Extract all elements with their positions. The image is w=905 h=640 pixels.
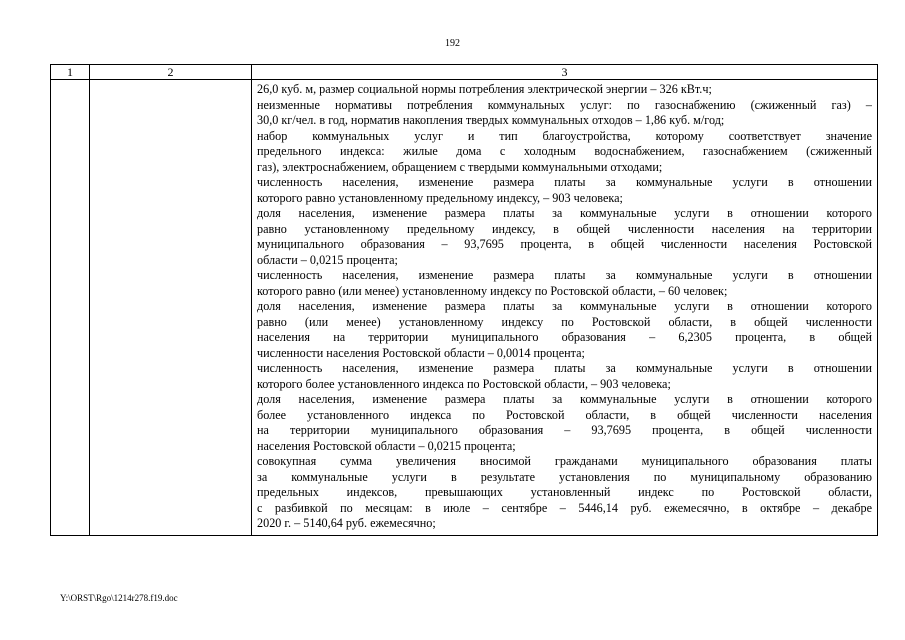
text-line: равно (или менее) установленному индексу по Ростовской области, в общей численности <box>257 314 872 329</box>
column-header-1: 1 <box>51 65 90 80</box>
text-line: более установленного индекса по Ростовской области, в общей численности населения <box>257 407 872 422</box>
text-line: совокупная сумма увеличения вносимой гражданами муниципального образования платы <box>257 454 872 468</box>
text-line: населения Ростовской области – 0,0215 процента; <box>257 438 516 453</box>
text-line: численности населения Ростовской области – 0,0014 процента; <box>257 345 585 360</box>
text-line: равно установленному предельному индексу, в общей численности населения на территории <box>257 221 872 236</box>
table-cell-col3 <box>252 80 878 536</box>
text-line: 26,0 куб. м, размер социальной нормы потребления электрической энергии – 326 кВт.ч; <box>257 82 712 96</box>
document-path: Y:\ORST\Rgo\1214r278.f19.doc <box>60 593 178 603</box>
text-line: набор коммунальных услуг и тип благоустройства, которому соответствует значение <box>257 128 872 143</box>
text-line: муниципального образования – 93,7695 процента, в общей численности населения Ростовской <box>257 237 872 251</box>
text-line: населения на территории муниципального образования – 6,2305 процента, в общей <box>257 330 872 344</box>
text-line: численность населения, изменение размера платы за коммунальные услуги в отношении <box>257 175 872 189</box>
text-line: численность населения, изменение размера платы за коммунальные услуги в отношении <box>257 268 872 282</box>
text-line: 2020 г. – 5140,64 руб. ежемесячно; <box>257 516 436 530</box>
table-cell-col2 <box>90 80 252 536</box>
text-line: доля населения, изменение размера платы за коммунальные услуги в отношении которого <box>257 206 872 220</box>
text-line: на территории муниципального образования – 93,7695 процента, в общей численности <box>257 423 872 437</box>
text-line: за коммунальные услуги в результате установления по муниципальному образованию <box>257 469 872 484</box>
text-line: 30,0 кг/чел. в год, норматив накопления твердых коммунальных отходов – 1,86 куб. м/год; <box>257 113 725 127</box>
text-line: неизменные нормативы потребления коммунальных услуг: по газоснабжению (сжиженный газ) – <box>257 97 872 112</box>
text-line: предельного индекса: жилые дома с холодным водоснабжением, газоснабжением (сжиженный <box>257 144 872 158</box>
column-header-2: 2 <box>90 65 252 80</box>
page-number: 192 <box>445 38 460 49</box>
text-line: которого равно установленному предельному индексу, – 903 человека; <box>257 190 623 205</box>
table-row <box>51 80 878 536</box>
text-line: доля населения, изменение размера платы за коммунальные услуги в отношении которого <box>257 299 872 313</box>
text-line: доля населения, изменение размера платы за коммунальные услуги в отношении которого <box>257 392 872 406</box>
table-cell-col1 <box>51 80 90 536</box>
table-header-row <box>51 65 878 80</box>
document-table <box>50 64 878 536</box>
text-line: с разбивкой по месяцам: в июле – сентябре – 5446,14 руб. ежемесячно, в октябре – декабре <box>257 500 872 515</box>
text-line: которого равно (или менее) установленному индексу по Ростовской области, – 60 человек; <box>257 283 728 298</box>
text-line: области – 0,0215 процента; <box>257 252 398 267</box>
text-line: которого более установленного индекса по Ростовской области, – 903 человека; <box>257 376 671 391</box>
text-line: предельных индексов, превышающих установленный индекс по Ростовской области, <box>257 485 872 499</box>
text-line: численность населения, изменение размера платы за коммунальные услуги в отношении <box>257 361 872 375</box>
column-header-3: 3 <box>252 65 878 80</box>
text-line: газ), электроснабжением, обращением с твердыми коммунальными отходами; <box>257 159 663 174</box>
